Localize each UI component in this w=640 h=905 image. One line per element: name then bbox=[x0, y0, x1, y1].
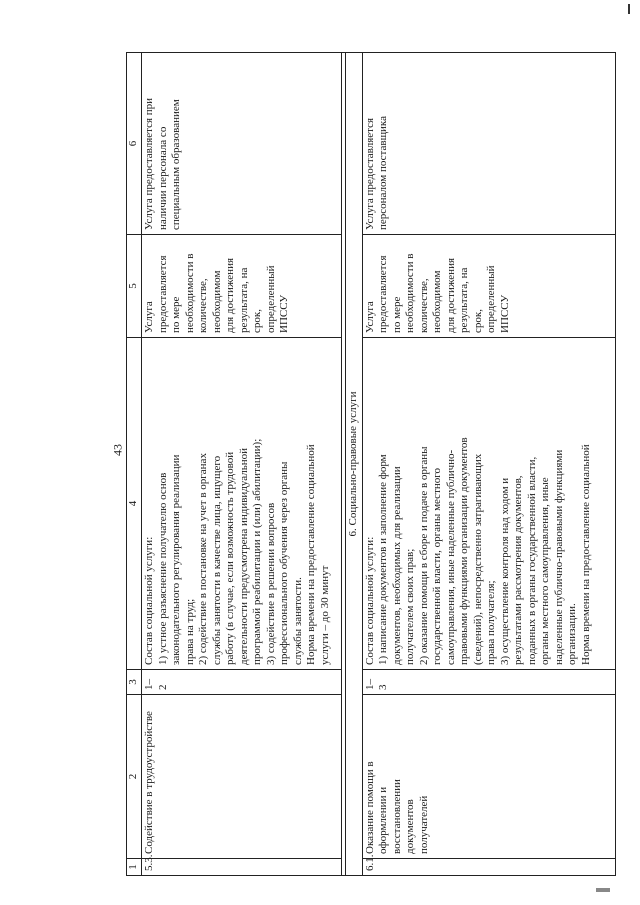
frequency-line: количестве, bbox=[197, 278, 209, 333]
col-number-2: 2 bbox=[127, 695, 142, 859]
service-conditions bbox=[362, 53, 615, 235]
frequency-line: предоставляется bbox=[156, 255, 169, 333]
col-number-6: 6 bbox=[127, 53, 142, 235]
content-line: права получателя; bbox=[485, 580, 497, 665]
content-line: права на труд; bbox=[183, 598, 196, 665]
service-name: Содействие в трудоустройстве bbox=[142, 695, 342, 859]
condition-line: Услуга предоставляется при bbox=[143, 97, 155, 230]
content-line: 1) написание документов и заполнение форм bbox=[377, 454, 389, 665]
frequency-line: необходимости в bbox=[183, 253, 196, 333]
frequency-line: ИПССУ bbox=[278, 294, 290, 333]
frequency-line: результата, на bbox=[237, 267, 250, 333]
content-line: Состав социальной услуги: bbox=[143, 536, 155, 665]
frequency-line: необходимом bbox=[431, 270, 443, 333]
condition-line: наличии персонала со bbox=[156, 126, 169, 230]
header-row bbox=[127, 53, 142, 876]
row-number: 5.3. bbox=[142, 859, 342, 876]
frequency-line: срок, bbox=[471, 309, 484, 333]
table-row bbox=[362, 53, 615, 876]
content-line: 2) оказание помощи в сборе и подаче в органы bbox=[417, 446, 430, 665]
service-code: 1–3 bbox=[362, 670, 615, 695]
content-line: 1) устное разъяснение получателю основ bbox=[156, 472, 169, 665]
content-line: поданных в органы государственной власти, bbox=[525, 456, 538, 665]
content-line: Состав социальной услуги: bbox=[363, 536, 376, 665]
condition-line: персоналом поставщика bbox=[377, 116, 389, 230]
section-row bbox=[346, 53, 363, 876]
content-line: Норма времени на предоставление социальной bbox=[305, 444, 317, 665]
content-line: правовыми функциями организации документов bbox=[458, 437, 470, 665]
frequency-line: по мере bbox=[390, 296, 403, 333]
service-code: 1–2 bbox=[142, 670, 342, 695]
content-line: программой реабилитации и (или) абилитации); bbox=[251, 438, 263, 665]
content-line: 3) содействие в решении вопросов bbox=[264, 502, 277, 665]
content-line: органы местного самоуправления, иные bbox=[539, 477, 551, 665]
content-line: профессионального обучения через органы bbox=[278, 461, 290, 665]
content-line: услуги – до 30 минут bbox=[318, 565, 331, 665]
col-number-5: 5 bbox=[127, 235, 142, 338]
content-line: государственной власти, органы местного bbox=[431, 468, 443, 665]
name-line: документов bbox=[404, 799, 416, 854]
frequency-line: для достижения bbox=[444, 257, 457, 333]
frequency-line: определенный bbox=[264, 265, 277, 333]
content-line: службы занятости в качестве лица, ищущего bbox=[210, 455, 223, 665]
frequency-line: для достижения bbox=[224, 257, 236, 333]
content-line: получателем своих прав; bbox=[404, 548, 416, 665]
frequency-line: необходимости в bbox=[404, 253, 416, 333]
content-line: организации. bbox=[566, 603, 578, 665]
service-name bbox=[362, 695, 615, 859]
frequency-line: Услуга bbox=[363, 301, 376, 333]
content-line: Норма времени на предоставление социальной bbox=[579, 444, 592, 665]
content-line: деятельности предусмотрена индивидуальной bbox=[237, 447, 250, 665]
frequency-line: необходимом bbox=[210, 270, 223, 333]
frequency-line: определенный bbox=[485, 265, 497, 333]
name-line: восстановлении bbox=[390, 779, 403, 854]
content-line: самоуправления, иные наделенные публично- bbox=[444, 449, 457, 665]
condition-line: специальным образованием bbox=[170, 99, 182, 230]
name-line: получателей bbox=[417, 795, 430, 854]
content-line: работу (в случае, если возможность трудовой bbox=[224, 451, 236, 665]
frequency-line: результата, на bbox=[458, 267, 470, 333]
frequency-line: количестве, bbox=[417, 278, 430, 333]
service-content bbox=[142, 338, 342, 670]
frequency-line: Услуга bbox=[143, 301, 155, 333]
content-line: 3) осуществление контроля над ходом и bbox=[498, 477, 511, 665]
scan-edge-mark bbox=[596, 888, 610, 892]
content-line: результатами рассмотрения документов, bbox=[512, 475, 524, 665]
frequency-line: по мере bbox=[170, 296, 182, 333]
content-line: законодательного регулирования реализации bbox=[170, 454, 182, 665]
name-line: оформлении и bbox=[377, 786, 389, 854]
frequency-line: ИПССУ bbox=[498, 294, 511, 333]
name-line: Оказание помощи в bbox=[363, 761, 376, 854]
content-line: наделенные публично-правовыми функциями bbox=[552, 449, 565, 665]
frequency-line: предоставляется bbox=[377, 255, 389, 333]
table-row bbox=[142, 53, 342, 876]
services-table bbox=[126, 53, 618, 876]
section-title: 6. Социально-правовые услуги bbox=[346, 53, 363, 876]
content-line: документов, необходимых для реализации bbox=[390, 466, 403, 665]
col-number-1: 1 bbox=[127, 859, 142, 876]
row-number: 6.1. bbox=[362, 859, 615, 876]
frequency-line: срок, bbox=[251, 309, 263, 333]
page-number: 43 bbox=[110, 444, 125, 456]
service-content bbox=[362, 338, 615, 670]
condition-line: Услуга предоставляется bbox=[363, 117, 376, 230]
service-conditions bbox=[142, 53, 342, 235]
service-frequency bbox=[362, 235, 615, 338]
content-line: службы занятости. bbox=[291, 577, 304, 665]
content-line: 2) содействие в постановке на учет в органах bbox=[197, 453, 209, 665]
col-number-3: 3 bbox=[127, 670, 142, 695]
content-line: (сведений), непосредственно затрагивающих bbox=[471, 453, 484, 665]
service-frequency bbox=[142, 235, 342, 338]
scan-edge-mark bbox=[628, 4, 630, 14]
col-number-4: 4 bbox=[127, 338, 142, 670]
